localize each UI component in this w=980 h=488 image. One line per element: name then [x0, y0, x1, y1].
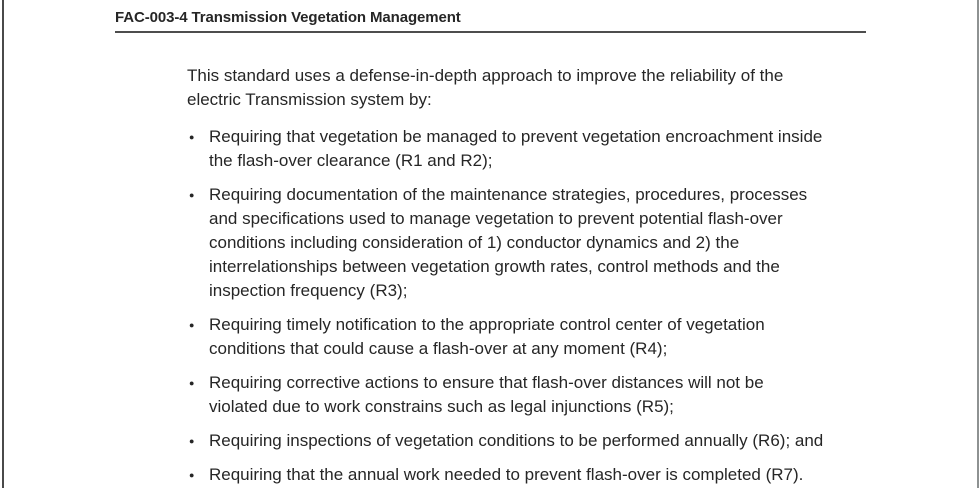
list-item [187, 429, 826, 453]
document-title: FAC-003-4 Transmission Vegetation Management [115, 9, 461, 26]
list-item [187, 371, 826, 419]
bullet-text: Requiring timely notification to the appropriate control center of vegetation conditions that could cause a flash-over at any moment (R4); [209, 315, 765, 358]
bullet-text: Requiring that vegetation be managed to prevent vegetation encroachment inside the flash-over clearance (R1 and R2); [209, 127, 823, 170]
list-item [187, 313, 826, 361]
bullet-text: Requiring documentation of the maintenance strategies, procedures, processes and specifications used to manage vegetation to prevent potential flash-over conditions including consideration of 1) conductor dynamics and 2) the interrelationships between vegetation growth rates, control methods and the inspection frequency (R3); [209, 185, 808, 300]
list-item [187, 463, 826, 487]
document-body [187, 64, 827, 487]
bullet-icon: ● [189, 378, 195, 388]
bullet-icon: ● [189, 190, 195, 200]
bullet-text: Requiring that the annual work needed to prevent flash-over is completed (R7). [209, 465, 804, 484]
bullet-list [187, 125, 826, 487]
list-item [187, 183, 826, 303]
list-item [187, 125, 826, 173]
page-right-edge [977, 0, 979, 488]
page-left-edge [2, 0, 4, 488]
bullet-icon: ● [189, 436, 195, 446]
bullet-text: Requiring inspections of vegetation conditions to be performed annually (R6); and [209, 431, 824, 450]
bullet-text: Requiring corrective actions to ensure that flash-over distances will not be violated due to work constrains such as legal injunctions (R5); [209, 373, 764, 416]
header-rule [115, 31, 866, 33]
intro-paragraph: This standard uses a defense-in-depth approach to improve the reliability of the electric Transmission system by: [187, 66, 784, 109]
bullet-icon: ● [189, 470, 195, 480]
bullet-icon: ● [189, 132, 195, 142]
bullet-icon: ● [189, 320, 195, 330]
